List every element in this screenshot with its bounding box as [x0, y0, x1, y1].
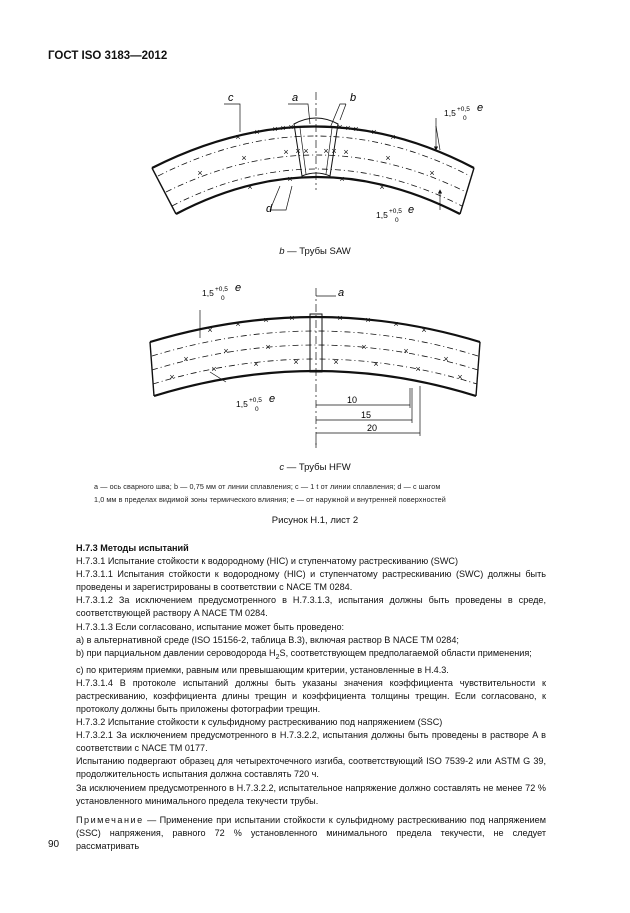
- svg-text:0: 0: [395, 217, 399, 224]
- svg-text:×: ×: [337, 122, 343, 132]
- svg-text:×: ×: [169, 372, 175, 382]
- svg-text:+0,5: +0,5: [215, 286, 228, 293]
- svg-text:×: ×: [241, 153, 247, 163]
- paragraph: Н.7.3.1 Испытание стойкости к водородному (HIC) и ступенчатому растрескиванию (SWC): [76, 556, 458, 567]
- section-heading: Н.7.3 Методы испытаний: [76, 543, 189, 553]
- paragraph: b) при парциальном давлении сероводорода $H_2S$, соответствующем предполагаемой области применения;: [76, 647, 532, 661]
- paragraph: Н.7.3.2 Испытание стойкости к сульфидному растрескиванию под напряжением (SSC): [76, 717, 443, 728]
- hfw-caption: c — Трубы HFW: [279, 462, 351, 473]
- svg-text:×: ×: [403, 346, 409, 356]
- svg-text:×: ×: [361, 342, 367, 352]
- svg-text:×: ×: [289, 313, 295, 323]
- saw-label-b: b: [350, 92, 357, 104]
- svg-text:×: ×: [303, 146, 309, 156]
- svg-text:×: ×: [457, 372, 463, 382]
- svg-text:×: ×: [235, 319, 241, 329]
- svg-text:×: ×: [247, 182, 253, 192]
- svg-text:×: ×: [390, 132, 396, 142]
- svg-text:×: ×: [323, 146, 329, 156]
- svg-text:×: ×: [183, 354, 189, 364]
- page-number: 90: [48, 839, 60, 850]
- saw-caption: b — Трубы SAW: [279, 246, 351, 257]
- svg-text:×: ×: [211, 364, 217, 374]
- svg-text:e: e: [408, 204, 415, 216]
- paragraph: Н.7.3.1.2 За исключением предусмотренного в Н.7.3.1.3, испытания должны быть проведены в среде, соответствующей раствору A NACE TM 0284.: [76, 595, 546, 619]
- svg-text:×: ×: [197, 168, 203, 178]
- svg-text:×: ×: [385, 153, 391, 163]
- svg-text:×: ×: [254, 127, 260, 137]
- paragraph: a) в альтернативной среде (ISO 15156-2, таблица B.3), включая раствор B NACE TM 0284;: [76, 634, 459, 645]
- paragraph: c) по критериям приемки, равным или превышающим критерии, установленные в Н.4.3.: [76, 664, 449, 675]
- saw-dim-bottom: [376, 204, 414, 224]
- hfw-dim-bottom: [236, 393, 275, 413]
- svg-text:×: ×: [293, 357, 299, 367]
- hfw-dim-10: 10: [346, 395, 358, 405]
- svg-text:e: e: [477, 102, 484, 114]
- hfw-dim-top: [202, 282, 241, 302]
- paragraph: Н.7.3.1.1 Испытания стойкости к водородному (HIC) и ступенчатому растрескиванию (SWC) должны быть проведены и зарегистрированы в соответствии с NACE TM 0284.: [76, 569, 546, 593]
- svg-text:1,5: 1,5: [202, 288, 214, 298]
- figure-caption: Рисунок Н.1, лист 2: [271, 515, 359, 526]
- hfw-label-a: a: [338, 287, 345, 299]
- svg-text:×: ×: [415, 364, 421, 374]
- svg-text:×: ×: [343, 147, 349, 157]
- saw-pipe-diagram: [0, 0, 630, 245]
- svg-text:×: ×: [288, 122, 294, 132]
- svg-text:×: ×: [443, 354, 449, 364]
- svg-text:×: ×: [331, 146, 337, 156]
- svg-text:×: ×: [207, 325, 213, 335]
- svg-text:×: ×: [339, 174, 345, 184]
- svg-text:×: ×: [345, 123, 351, 133]
- svg-text:×: ×: [223, 346, 229, 356]
- svg-text:×: ×: [235, 132, 241, 142]
- svg-text:1,5: 1,5: [236, 399, 248, 409]
- svg-text:×: ×: [265, 342, 271, 352]
- note: Примечание — Применение при испытании стойкости к сульфидному растрескиванию под напряжением (SSC) напряжения, равного 72 % установленного минимального предела текучести, не следует рассматривать: [76, 814, 546, 851]
- saw-dim-top: [444, 102, 483, 122]
- svg-text:e: e: [235, 282, 242, 294]
- paragraph: За исключением предусмотренного в Н.7.3.2.2, испытательное напряжение должно составлять не менее 72 % установленного минимального предела текучести трубы.: [76, 782, 546, 806]
- svg-text:×: ×: [295, 146, 301, 156]
- svg-text:e: e: [269, 393, 276, 405]
- svg-text:×: ×: [272, 124, 278, 134]
- svg-text:×: ×: [283, 147, 289, 157]
- svg-text:0: 0: [221, 295, 225, 302]
- paragraph: Н.7.3.1.4 В протоколе испытаний должны быть указаны значения коэффициента чувствительности к растрескиванию, коэффициента длины трещин и коэффициента толщины трещин. Если согласовано, к протоколу должны быть приложены фотографии трещин.: [76, 677, 546, 714]
- svg-text:×: ×: [263, 315, 269, 325]
- paragraph: Испытанию подвергают образец для четырехточечного изгиба, соответствующий ISO 7539-2 или ASTM G 39, продолжительность испытания должна составлять 720 ч.: [76, 756, 546, 780]
- svg-text:+0,5: +0,5: [457, 106, 470, 113]
- svg-text:1,5: 1,5: [444, 108, 456, 118]
- svg-text:×: ×: [353, 124, 359, 134]
- figure-legend: a — ось сварного шва; b — 0,75 мм от линии сплавления; c — 1 t от линии сплавления; d — с шагом 1,0 мм в пределах видимой зоны термического влияния; e — от наружной и внутренней поверхностей: [94, 482, 446, 504]
- body-text: [76, 542, 546, 853]
- hfw-pipe-diagram: [0, 270, 630, 460]
- svg-text:×: ×: [337, 313, 343, 323]
- svg-text:×: ×: [365, 315, 371, 325]
- saw-label-a: a: [292, 92, 299, 104]
- svg-text:×: ×: [373, 359, 379, 369]
- paragraph: Н.7.3.2.1 За исключением предусмотренного в Н.7.3.2.2, испытания должны быть проведены в растворе A в соответствии с NACE TM 0177.: [76, 730, 546, 754]
- svg-text:0: 0: [255, 406, 259, 413]
- svg-text:×: ×: [287, 174, 293, 184]
- svg-text:×: ×: [429, 168, 435, 178]
- paragraph: Н.7.3.1.3 Если согласовано, испытание может быть проведено:: [76, 621, 345, 632]
- saw-label-d: d: [266, 203, 273, 215]
- svg-text:×: ×: [253, 359, 259, 369]
- hfw-dim-15: 15: [360, 410, 372, 420]
- svg-text:×: ×: [393, 319, 399, 329]
- svg-text:×: ×: [379, 182, 385, 192]
- saw-label-c: c: [228, 92, 234, 104]
- svg-text:×: ×: [333, 357, 339, 367]
- svg-text:×: ×: [371, 127, 377, 137]
- svg-text:×: ×: [280, 123, 286, 133]
- document-header: ГОСТ ISO 3183—2012: [48, 50, 168, 62]
- svg-text:+0,5: +0,5: [249, 397, 262, 404]
- hfw-dim-20: 20: [366, 423, 378, 433]
- svg-text:+0,5: +0,5: [389, 208, 402, 215]
- svg-text:0: 0: [463, 115, 467, 122]
- svg-text:×: ×: [421, 325, 427, 335]
- svg-text:1,5: 1,5: [376, 210, 388, 220]
